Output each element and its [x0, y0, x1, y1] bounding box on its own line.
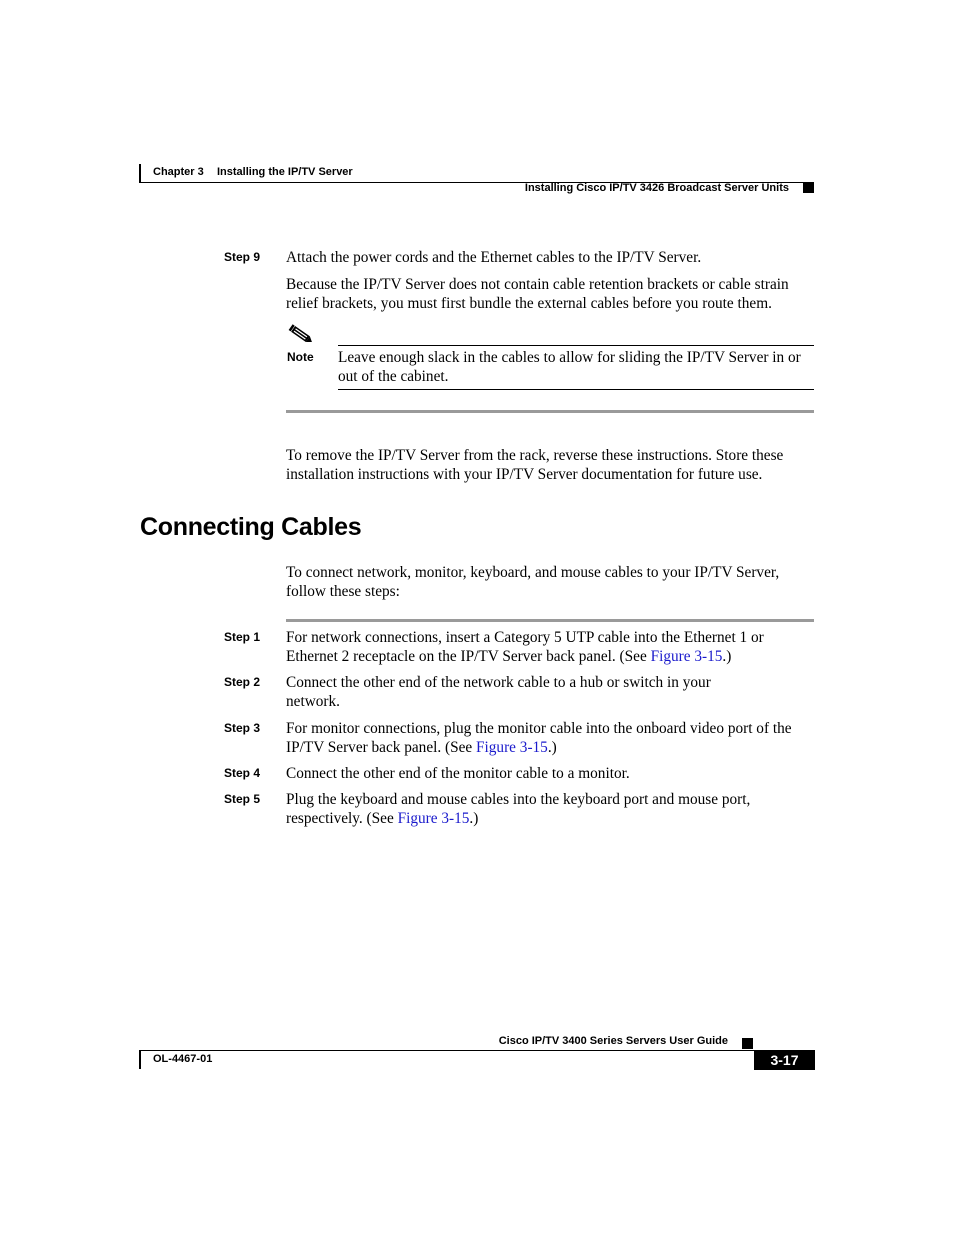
step-4-label: Step 4	[224, 766, 261, 780]
section-intro: To connect network, monitor, keyboard, and mouse cables to your IP/TV Server, follow these steps:	[286, 564, 780, 600]
section-heading: Connecting Cables	[140, 513, 362, 541]
note-bottom-rule	[338, 389, 814, 390]
figure-3-15-link[interactable]: Figure 3-15	[397, 810, 470, 827]
step-9-paragraph: Because the IP/TV Server does not contain cable retention brackets or cable strain relief brackets, you must first bundle the external cables before you route them.	[286, 276, 789, 312]
figure-3-15-link[interactable]: Figure 3-15	[650, 648, 723, 665]
step-9-text: Attach the power cords and the Ethernet cables to the IP/TV Server.	[286, 249, 702, 266]
step-1-text-post: .)	[722, 648, 732, 665]
figure-3-15-link[interactable]: Figure 3-15	[476, 739, 548, 756]
step-5-label: Step 5	[224, 792, 261, 806]
header-chapter-title: Installing the IP/TV Server	[217, 166, 353, 178]
note-top-rule	[338, 345, 814, 346]
step-1-text	[286, 628, 816, 666]
step-3-text-pre: For monitor connections, plug the monitor cable into the onboard video port of the IP/TV Server back panel. (See	[286, 720, 792, 756]
procedure-start-rule	[286, 619, 814, 622]
header-left-bar	[139, 164, 141, 183]
header-chapter: Chapter 3	[153, 166, 204, 178]
step-3-text	[286, 719, 816, 757]
step-5-text-post: .)	[469, 810, 479, 827]
step-5-text-pre: Plug the keyboard and mouse cables into the keyboard port and mouse port, respectively. (See	[286, 791, 751, 827]
step-3-text-post: .)	[547, 739, 557, 756]
note-text: Leave enough slack in the cables to allow for sliding the IP/TV Server in or out of the cabinet.	[338, 349, 801, 385]
step-5-text	[286, 790, 816, 828]
step-2-text: Connect the other end of the network cable to a hub or switch in your network.	[286, 674, 711, 710]
pencil-note-icon	[287, 323, 315, 347]
footer-left-bar	[139, 1050, 141, 1069]
step-4-text: Connect the other end of the monitor cable to a monitor.	[286, 765, 630, 782]
step-9-label: Step 9	[224, 250, 261, 264]
header-square-marker	[803, 182, 814, 193]
step-2-label: Step 2	[224, 675, 261, 689]
footer-page-number: 3-17	[754, 1050, 815, 1070]
step-3-label: Step 3	[224, 721, 261, 735]
remove-paragraph: To remove the IP/TV Server from the rack, reverse these instructions. Store these installation instructions with your IP/TV Server documentation for future use.	[286, 447, 784, 483]
footer-rule	[139, 1050, 754, 1051]
step-1-text-pre: For network connections, insert a Category 5 UTP cable into the Ethernet 1 or Ethernet 2 receptacle on the IP/TV Server back panel. (See	[286, 629, 764, 665]
footer-square-marker	[742, 1038, 753, 1049]
header-section-title: Installing Cisco IP/TV 3426 Broadcast Server Units	[524, 182, 789, 194]
footer-doc-number: OL-4467-01	[153, 1053, 213, 1065]
step-block-end-rule	[286, 410, 814, 413]
step-1-label: Step 1	[224, 630, 261, 644]
note-label: Note	[287, 350, 314, 364]
footer-guide-title: Cisco IP/TV 3400 Series Servers User Guide	[498, 1035, 728, 1047]
